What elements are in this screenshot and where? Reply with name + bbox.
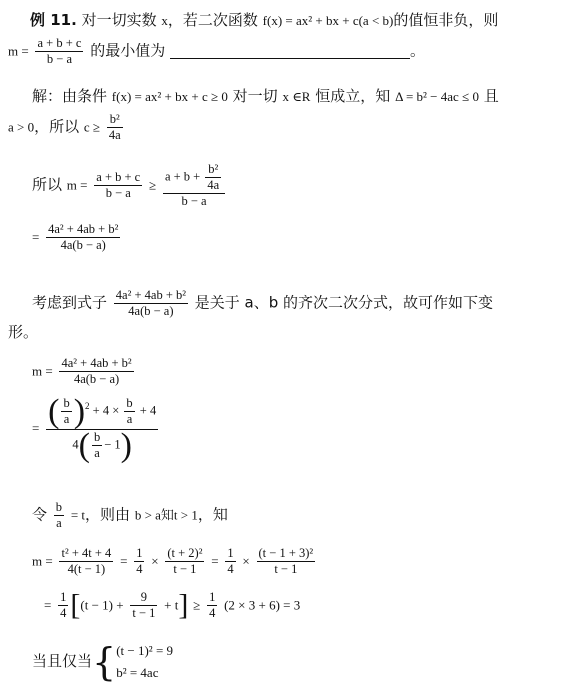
- consider-fraction: [114, 288, 188, 319]
- solution-line-4: [32, 222, 122, 253]
- fraction-den: b − a: [105, 186, 131, 200]
- substitute-text-2: ，知: [197, 505, 228, 524]
- four: 4: [72, 437, 79, 452]
- b-over-a: [92, 430, 102, 461]
- fraction-den: a: [56, 516, 62, 530]
- fraction-den: 4a: [108, 128, 121, 142]
- one-quarter: [225, 546, 235, 577]
- solution-m-eq: m =: [66, 177, 88, 193]
- right-paren: ): [120, 427, 132, 464]
- compound-fraction-den: b − a: [181, 194, 207, 208]
- fraction-den: 4: [136, 562, 143, 576]
- example-fraction: [35, 36, 83, 67]
- example-end: 。: [410, 41, 426, 60]
- final-result: (2 × 3 + 6) = 3: [224, 597, 301, 613]
- solution-a-positive: a > 0: [8, 119, 35, 135]
- substitute-ling: 令: [32, 505, 48, 524]
- b-over-a: [61, 396, 71, 427]
- final-fraction-2: [165, 546, 204, 577]
- fraction-den: 4: [60, 606, 67, 620]
- final-line-1: [32, 546, 317, 577]
- solution-c-ge: c ≥: [83, 119, 101, 135]
- solution-line-2: [8, 112, 125, 143]
- b-over-a: [54, 500, 64, 531]
- example-text-2: ，若二次函数: [167, 11, 258, 29]
- times: ×: [151, 553, 159, 569]
- answer-blank: [170, 44, 410, 59]
- m-fraction: [94, 170, 142, 201]
- transform-line-2: [32, 393, 160, 464]
- minus-1: − 1: [104, 437, 121, 452]
- solution-eq: =: [32, 229, 40, 245]
- example-line-2: [8, 36, 425, 67]
- solution-label: 解：由条件: [32, 87, 108, 105]
- fraction-den: 4a(b − a): [128, 304, 174, 318]
- final-m-eq: m =: [32, 553, 53, 569]
- consider-line-2: [8, 322, 38, 342]
- transform-fraction-2: [46, 393, 158, 464]
- plus-4: + 4: [139, 403, 157, 418]
- transform-m-eq: m =: [32, 363, 53, 379]
- equation-1: (t − 1)² = 9: [116, 643, 174, 658]
- b2-over-4a-fraction: [107, 112, 123, 143]
- example-m-eq: m =: [8, 43, 29, 59]
- fraction-den: 4: [209, 606, 216, 620]
- fraction-den: 4a: [207, 178, 220, 192]
- fraction-num: a + b + c: [96, 170, 141, 184]
- solution-text-2: 恒成立，知: [315, 87, 391, 105]
- example-text-1: 对一切实数: [81, 11, 157, 29]
- solution-condition: f(x) = ax² + bx + c ≥ 0: [111, 89, 228, 104]
- equation-2: b² = 4ac: [116, 665, 159, 680]
- consider-text-2: 是关于 a、b 的齐次二次分式，故可作如下变: [194, 293, 494, 312]
- equality-line: [32, 640, 173, 684]
- right-paren: ): [73, 393, 86, 430]
- one-quarter: [58, 590, 68, 621]
- transform-num-2: [46, 393, 158, 430]
- square-exponent: 2: [85, 401, 90, 412]
- substitute-eq-t: = t: [70, 507, 86, 523]
- times: ×: [242, 553, 250, 569]
- fraction-den: t − 1: [274, 562, 298, 576]
- equals: =: [120, 553, 128, 569]
- solution-text-1: 对一切: [232, 87, 278, 105]
- fraction-num: b: [93, 430, 101, 444]
- fraction-num: (t − 1 + 3)²: [258, 546, 314, 560]
- left-paren: (: [48, 393, 60, 430]
- left-brace: {: [92, 640, 117, 684]
- fraction-num: 9: [130, 590, 157, 606]
- greater-equal: ≥: [193, 597, 201, 613]
- fraction-den: 4: [227, 562, 234, 576]
- fraction-den: t − 1: [173, 562, 197, 576]
- fraction-den: a: [63, 412, 70, 426]
- fraction-num: 1: [136, 546, 143, 560]
- example-function: f(x) = ax² + bx + c(a < b): [262, 13, 394, 28]
- final-fraction-1: [59, 546, 113, 577]
- fraction-num: (t + 2)²: [167, 546, 203, 560]
- fraction-num: 4a² + 4ab + b²: [115, 288, 186, 302]
- fraction-num: t² + 4t + 4: [61, 546, 112, 560]
- solution-text-4: ，所以: [34, 117, 80, 136]
- equality-text: 当且仅当: [32, 652, 93, 670]
- example-fraction-num: a + b + c: [37, 36, 82, 50]
- compound-fraction: [163, 162, 225, 209]
- equals: =: [44, 597, 52, 613]
- plus-4-times: + 4 ×: [92, 403, 120, 418]
- fraction-num: 1: [209, 590, 216, 604]
- substitute-text-1: ，则由: [85, 505, 131, 524]
- fraction-num: b: [55, 500, 63, 514]
- fraction-num: b²: [205, 162, 221, 178]
- final-fraction-3: [257, 546, 316, 577]
- consider-text-3: 形。: [8, 323, 39, 341]
- solution-line-3: [32, 162, 227, 209]
- consider-line-1: [32, 288, 493, 319]
- example-var-x: x: [161, 13, 168, 28]
- fraction-num: b: [63, 396, 70, 410]
- fraction-num: 4a² + 4ab + b²: [61, 356, 132, 370]
- plus-t: + t: [164, 597, 179, 613]
- one-quarter: [207, 590, 217, 621]
- equation-system: [116, 640, 173, 684]
- fraction-num: 1: [227, 546, 234, 560]
- compound-num-text: a + b +: [164, 169, 201, 184]
- substitute-line: [32, 500, 228, 531]
- solution-line-1: [32, 86, 499, 107]
- result-fraction: [46, 222, 120, 253]
- fraction-den: 4a(b − a): [60, 238, 106, 252]
- solution-text-3: 且: [483, 87, 499, 105]
- fraction-den: t − 1: [132, 606, 156, 620]
- consider-text-1: 考虑到式子: [32, 293, 108, 312]
- fraction-num: 4a² + 4ab + b²: [48, 222, 119, 236]
- fraction-num: 1: [60, 590, 67, 604]
- solution-suoyi: 所以: [32, 175, 63, 194]
- substitute-condition: b > a知t > 1: [134, 507, 198, 523]
- transform-line-1: [32, 356, 136, 387]
- fraction-den: a: [94, 446, 100, 460]
- transform-eq: =: [32, 420, 40, 436]
- final-line-2: [44, 590, 300, 621]
- one-quarter: [134, 546, 144, 577]
- solution-x-in-r: x ∈R: [282, 89, 311, 104]
- compound-fraction-num: [163, 162, 225, 194]
- example-text-3: 的值恒非负，则: [393, 11, 499, 29]
- solution-ge: ≥: [149, 177, 157, 193]
- fraction-den: a: [126, 412, 133, 426]
- right-bracket: ]: [178, 588, 189, 622]
- example-text-4: 的最小值为: [90, 41, 166, 60]
- left-bracket: [: [70, 588, 81, 622]
- left-paren: (: [78, 427, 90, 464]
- inner-fraction: [205, 162, 221, 193]
- fraction-den: 4(t − 1): [67, 562, 106, 576]
- fraction-num: b²: [107, 112, 123, 128]
- solution-delta: Δ = b² − 4ac ≤ 0: [395, 89, 479, 104]
- transform-fraction-1: [59, 356, 133, 387]
- transform-den-2: [46, 427, 158, 464]
- fraction-num: b: [126, 396, 133, 410]
- example-line-1: [30, 10, 498, 31]
- equals: =: [211, 553, 219, 569]
- example-fraction-den: b − a: [46, 52, 73, 66]
- b-over-a: [124, 396, 134, 427]
- nine-over-t-minus-1: [130, 590, 157, 621]
- fraction-den: 4a(b − a): [73, 372, 120, 386]
- example-label: 例 11.: [30, 11, 77, 29]
- t-minus-1-plus: (t − 1) +: [80, 597, 124, 613]
